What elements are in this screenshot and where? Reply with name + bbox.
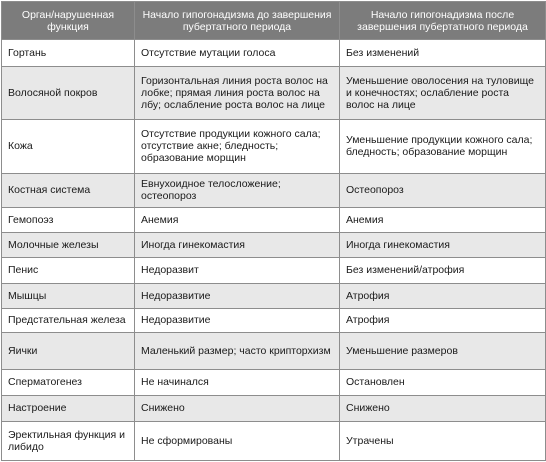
header-after-puberty: Начало гипогонадизма после завершения пубертатного периода (340, 2, 546, 40)
after-cell: Атрофия (340, 308, 546, 333)
before-cell: Евнухоидное телосложение; остеопороз (135, 173, 340, 207)
after-cell: Уменьшение оволосения на туловище и конечностях; ослабление роста волос на лице (340, 66, 546, 119)
organ-cell: Гортань (2, 40, 135, 67)
table-row (2, 207, 546, 232)
organ-cell: Мышцы (2, 283, 135, 308)
table-row (2, 173, 546, 207)
table-row (2, 40, 546, 67)
after-cell: Иногда гинекомастия (340, 232, 546, 257)
after-cell: Остеопороз (340, 173, 546, 207)
before-cell: Недоразвит (135, 257, 340, 283)
before-cell: Отсутствие продукции кожного сала; отсутствие акне; бледность; образование морщин (135, 119, 340, 173)
table-row (2, 66, 546, 119)
organ-cell: Гемопоэз (2, 207, 135, 232)
after-cell: Атрофия (340, 283, 546, 308)
before-cell: Иногда гинекомастия (135, 232, 340, 257)
after-cell: Уменьшение размеров (340, 333, 546, 369)
header-row (2, 2, 546, 40)
table-row (2, 232, 546, 257)
before-cell: Горизонтальная линия роста волос на лобке; прямая линия роста волос на лбу; ослабление роста волос на лице (135, 66, 340, 119)
organ-cell: Пенис (2, 257, 135, 283)
table-row (2, 369, 546, 395)
header-organ: Орган/нарушенная функция (2, 2, 135, 40)
after-cell: Остановлен (340, 369, 546, 395)
after-cell: Без изменений/атрофия (340, 257, 546, 283)
before-cell: Не сформированы (135, 421, 340, 461)
table-row (2, 308, 546, 333)
table-body (2, 40, 546, 461)
organ-cell: Волосяной покров (2, 66, 135, 119)
comparison-table (1, 1, 546, 461)
organ-cell: Костная система (2, 173, 135, 207)
organ-cell: Кожа (2, 119, 135, 173)
organ-cell: Яички (2, 333, 135, 369)
after-cell: Без изменений (340, 40, 546, 67)
organ-cell: Эректильная функция и либидо (2, 421, 135, 461)
table-row (2, 333, 546, 369)
table-row (2, 421, 546, 461)
table-row (2, 119, 546, 173)
before-cell: Недоразвитие (135, 308, 340, 333)
before-cell: Отсутствие мутации голоса (135, 40, 340, 67)
after-cell: Утрачены (340, 421, 546, 461)
table-row (2, 395, 546, 421)
table-header (2, 2, 546, 40)
header-before-puberty: Начало гипогонадизма до завершения пубертатного периода (135, 2, 340, 40)
before-cell: Не начинался (135, 369, 340, 395)
before-cell: Недоразвитие (135, 283, 340, 308)
after-cell: Уменьшение продукции кожного сала; бледность; образование морщин (340, 119, 546, 173)
after-cell: Снижено (340, 395, 546, 421)
before-cell: Анемия (135, 207, 340, 232)
organ-cell: Настроение (2, 395, 135, 421)
organ-cell: Молочные железы (2, 232, 135, 257)
organ-cell: Предстательная железа (2, 308, 135, 333)
table-row (2, 257, 546, 283)
before-cell: Снижено (135, 395, 340, 421)
table-row (2, 283, 546, 308)
before-cell: Маленький размер; часто крипторхизм (135, 333, 340, 369)
organ-cell: Сперматогенез (2, 369, 135, 395)
after-cell: Анемия (340, 207, 546, 232)
